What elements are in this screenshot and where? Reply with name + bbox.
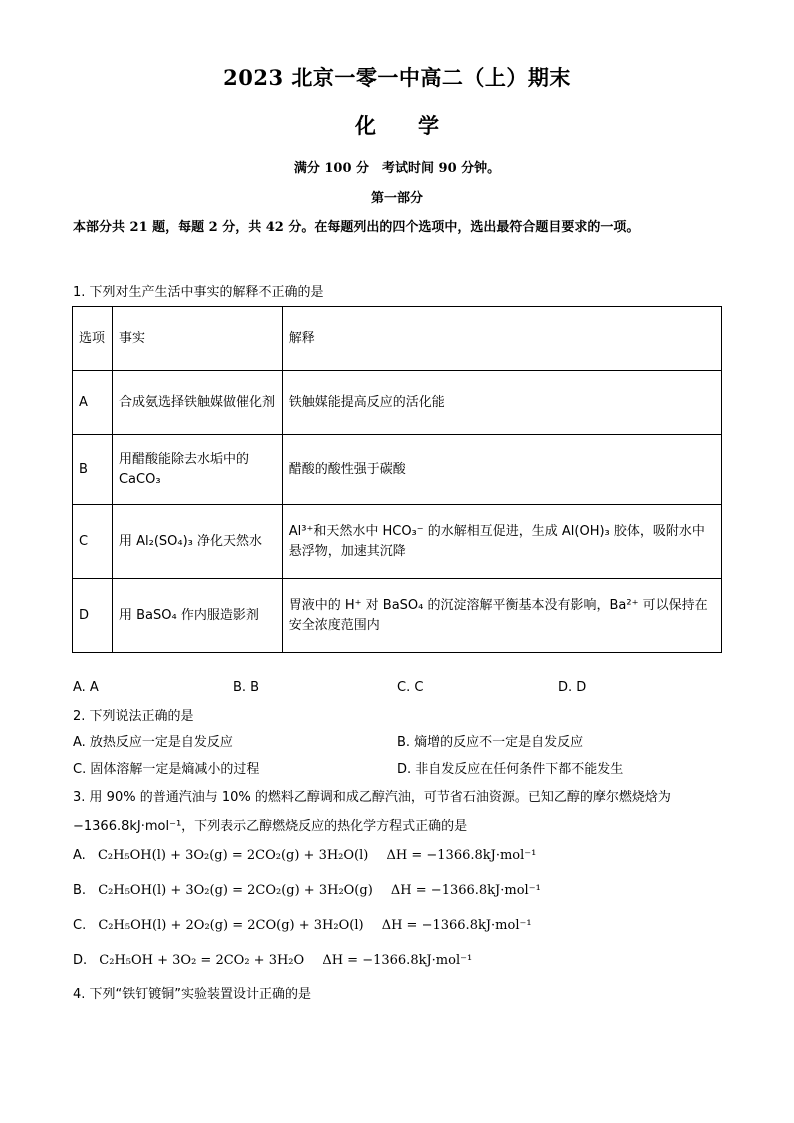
q3-option-a <box>73 848 536 863</box>
q1-option-b: B. B <box>233 680 260 695</box>
option-label: C. <box>73 918 87 933</box>
row-fact: 合成氨选择铁触媒做催化剂 <box>112 371 282 435</box>
row-expl: 铁触媒能提高反应的活化能 <box>282 371 721 435</box>
row-fact: 用醋酸能除去水垢中的 CaCO₃ <box>112 435 282 505</box>
row-fact: 用 Al₂(SO₄)₃ 净化天然水 <box>112 505 282 579</box>
q2-option-d: D. 非自发反应在任何条件下都不能发生 <box>397 762 624 777</box>
q3-stem-line1: 3. 用 90% 的普通汽油与 10% 的燃料乙醇调和成乙醇汽油，可节省石油资源。已知乙醇的摩尔燃烧焓为 <box>73 790 671 805</box>
row-expl: 胃液中的 H⁺ 对 BaSO₄ 的沉淀溶解平衡基本没有影响，Ba²⁺ 可以保持在安全浓度范围内 <box>282 579 721 653</box>
q3-option-b <box>73 883 541 898</box>
table-header-row <box>73 307 722 371</box>
table-row <box>73 435 722 505</box>
q2-option-b: B. 熵增的反应不一定是自发反应 <box>397 735 584 750</box>
q3-option-c <box>73 918 532 933</box>
header-cell-key: 选项 <box>73 307 113 371</box>
q3-option-d <box>73 953 472 968</box>
row-key: D <box>73 579 113 653</box>
table-row <box>73 505 722 579</box>
option-equation: C₂H₅OH(l) + 3O₂(g) = 2CO₂(g) + 3H₂O(l) <box>97 848 369 863</box>
table-row <box>73 371 722 435</box>
header-cell-expl: 解释 <box>282 307 721 371</box>
exam-meta: 满分 100 分 考试时间 90 分钟。 <box>293 161 501 176</box>
header-cell-fact: 事实 <box>112 307 282 371</box>
option-enthalpy: ΔH = −1366.8kJ·mol⁻¹ <box>322 953 473 968</box>
row-key: C <box>73 505 113 579</box>
q1-option-a: A. A <box>73 680 99 695</box>
option-equation: C₂H₅OH(l) + 3O₂(g) = 2CO₂(g) + 3H₂O(g) <box>98 883 373 898</box>
q2-option-c: C. 固体溶解一定是熵减小的过程 <box>73 762 260 777</box>
option-enthalpy: ΔH = −1366.8kJ·mol⁻¹ <box>386 848 537 863</box>
row-expl: 醋酸的酸性强于碳酸 <box>282 435 721 505</box>
subject-heading: 化 学 <box>355 113 439 138</box>
page-title: 2023 北京一零一中高二（上）期末 <box>223 65 571 90</box>
part-heading: 第一部分 <box>370 191 423 206</box>
q1-option-c: C. C <box>397 680 424 695</box>
option-equation: C₂H₅OH(l) + 2O₂(g) = 2CO(g) + 3H₂O(l) <box>98 918 364 933</box>
q1-stem: 1. 下列对生产生活中事实的解释不正确的是 <box>73 285 324 300</box>
q3-stem-line2: −1366.8kJ·mol⁻¹，下列表示乙醇燃烧反应的热化学方程式正确的是 <box>73 819 468 834</box>
option-enthalpy: ΔH = −1366.8kJ·mol⁻¹ <box>390 883 541 898</box>
part-instructions: 本部分共 21 题，每题 2 分，共 42 分。在每题列出的四个选项中，选出最符合题目要求的一项。 <box>73 220 640 235</box>
q4-stem: 4. 下列“铁钉镀铜”实验装置设计正确的是 <box>73 987 312 1002</box>
q1-option-d: D. D <box>558 680 587 695</box>
row-fact: 用 BaSO₄ 作内服造影剂 <box>112 579 282 653</box>
option-label: A. <box>73 848 86 863</box>
table-row <box>73 579 722 653</box>
option-label: D. <box>73 953 88 968</box>
option-label: B. <box>73 883 87 898</box>
q2-option-a: A. 放热反应一定是自发反应 <box>73 735 233 750</box>
option-equation: C₂H₅OH + 3O₂ = 2CO₂ + 3H₂O <box>99 953 305 968</box>
row-key: B <box>73 435 113 505</box>
row-key: A <box>73 371 113 435</box>
q1-table <box>72 306 722 653</box>
option-enthalpy: ΔH = −1366.8kJ·mol⁻¹ <box>381 918 532 933</box>
row-expl: Al³⁺和天然水中 HCO₃⁻ 的水解相互促进，生成 Al(OH)₃ 胶体，吸附水中悬浮物，加速其沉降 <box>282 505 721 579</box>
q2-stem: 2. 下列说法正确的是 <box>73 709 194 724</box>
